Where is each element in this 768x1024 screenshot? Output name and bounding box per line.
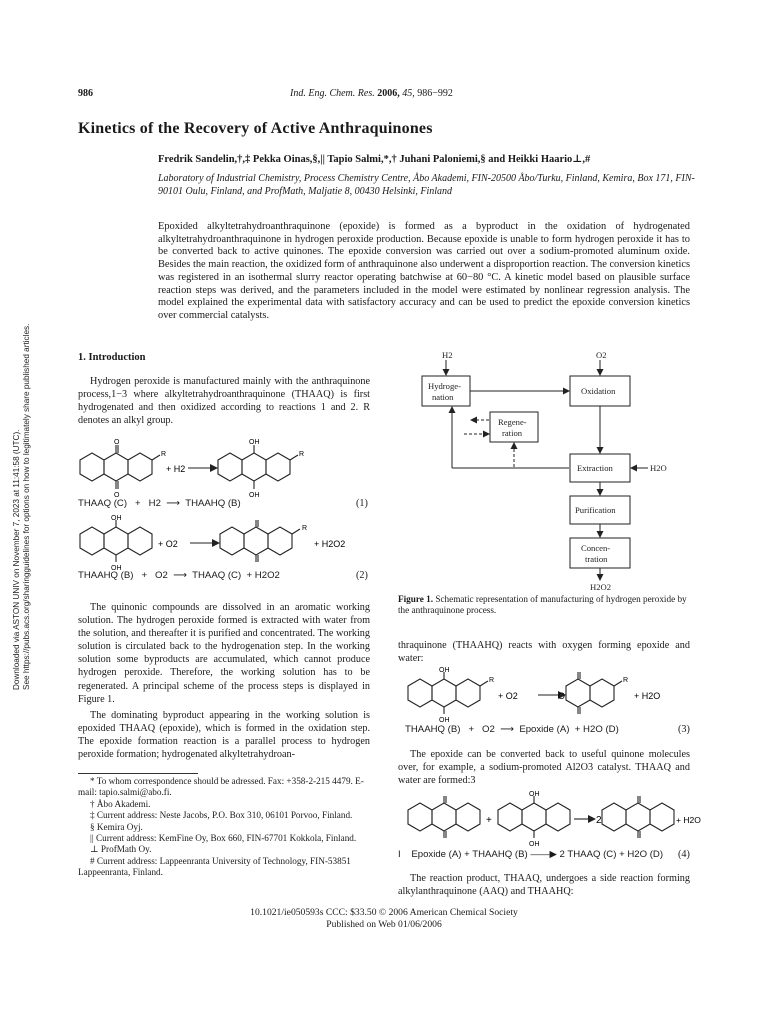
journal-citation	[290, 88, 453, 99]
footnote-lappeenranta: # Current address: Lappeenranta University of Technology, FIN-53851 Lappeenranta, Finland.	[78, 855, 351, 878]
reaction-4-prefix: I	[398, 849, 401, 860]
reaction-3-equation	[405, 724, 619, 735]
reaction-2-arrow: ⟶	[173, 570, 187, 581]
substituent-r: R	[161, 451, 167, 458]
box-label-regeneration-2: ration	[502, 428, 523, 438]
sharing-guidelines-note: See https://pubs.acs.org/sharingguidelines for options on how to legitimately share published articles.	[22, 323, 31, 690]
box-label-purification: Purification	[575, 505, 616, 515]
reaction-1-reactant: THAAQ (C)	[78, 498, 128, 509]
substituent-r-product: R	[623, 677, 629, 684]
journal-abbrev: Ind. Eng. Chem. Res.	[290, 88, 375, 99]
footnote-kemira: § Kemira Oyj.	[90, 821, 143, 832]
reaction-2-reactant: THAAHQ (B)	[78, 570, 134, 581]
reaction-2-o2-inline: + O2	[158, 539, 178, 549]
substituent-r: R	[302, 525, 308, 532]
reaction-3-reactant: THAAHQ (B)	[405, 724, 461, 735]
substituent-oh-bottom: OH	[529, 841, 540, 848]
substituent-oh-bottom: OH	[439, 717, 450, 724]
paper-title: Kinetics of the Recovery of Active Anthraquinones	[78, 120, 433, 137]
journal-pages: 986−992	[417, 88, 453, 99]
box-label-concentration-2: tration	[585, 554, 608, 564]
substituent-r-product: R	[299, 451, 305, 458]
footnote-profmath: ⊥ ProfMath Oy.	[90, 844, 152, 855]
right-paragraph-2: The epoxide can be converted back to useful quinone molecules over, for example, a sodium-promoted Al2O3 catalyst. THAAQ and water are formed:3	[398, 749, 690, 787]
reaction-4-structures	[398, 791, 701, 848]
reaction-1-reagent: H2	[148, 498, 161, 509]
substituent-oh-bottom: OH	[249, 492, 260, 499]
abstract: Epoxided alkyltetrahydroanthraquinone (epoxide) is formed as a byproduct in the oxidation of hydrogenated alkyltetrahydroanthraquinone in hydrogen peroxide production. Because epoxide is unable to form hydrogen peroxide it has to be converted back to active quinones. The epoxide conversion was carried out over a sodium-promoted aluminum oxide. Besides the main reaction, the oxidized form of anthraquinone also underwent a disproportion reaction. The conversion kinetics was registered in an isothermal slurry reactor operating batchwise at 60−80 °C. A kinetic model based on plausible surface reaction steps was derived, and the parameters included in the model were estimated by nonlinear regression analysis. The model explained the experimental data with satisfactory accuracy and can be used to predict the epoxide conversion kinetics over commercial catalysts.	[158, 221, 690, 321]
output-h2o2: H2O2	[590, 582, 612, 592]
doi-line: 10.1021/ie050593s CCC: $33.50 © 2006 American Chemical Society	[250, 907, 518, 918]
box-label-oxidation: Oxidation	[581, 386, 616, 396]
intro-paragraph-2: The quinonic compounds are dissolved in an aromatic working solution. The hydrogen peroxide formed is extracted with water from the solution, and thereafter it is purified and concentrated. The working solution is circulated back to the hydrogenation step. In the working solution some byproducts are accumulated, which cannot produce hydrogen peroxide. Therefore, the working solution has to be regenerated. A principal scheme of the process steps is displayed in Figure 1.	[78, 602, 370, 705]
intro-paragraph-1: Hydrogen peroxide is manufactured mainly with the anthraquinone process,1−3 where alkyltetrahydroanthraquinone (THAAQ) is first hydrogenated and then oxidized according to reactions 1 and 2. R denotes an alkyl group.	[78, 376, 370, 427]
box-label-regeneration-1: Regene-	[498, 417, 527, 427]
substituent-oh-top: OH	[111, 515, 122, 522]
tetrahydro-ring	[80, 453, 104, 481]
reaction-2-structures	[70, 516, 380, 574]
reaction-3-structures	[398, 668, 698, 724]
reaction-3-arrow: ⟶	[500, 724, 514, 735]
figure-1-caption	[398, 594, 698, 616]
substituent-r: R	[489, 677, 495, 684]
reaction-3-h2o-inline: + H2O	[634, 691, 661, 701]
intro-paragraph-3: The dominating byproduct appearing in the working solution is epoxided THAAQ (epoxide), which is formed in the oxidation step. The epoxide formation reaction is a parallel process to hydrogen peroxide formation; hydrogenated alkyltetrahydroan-	[78, 710, 370, 761]
reaction-2-reagent: O2	[155, 570, 168, 581]
footnote-neste: ‡ Current address: Neste Jacobs, P.O. Box 310, 06101 Porvoo, Finland.	[90, 810, 353, 821]
reaction-1-h2-inline: + H2	[166, 464, 186, 474]
figure-1-flowchart	[398, 350, 698, 592]
equation-number-4: (4)	[678, 849, 690, 860]
reaction-1-arrow: ⟶	[166, 498, 181, 509]
footnotes	[78, 776, 370, 879]
affiliations: Laboratory of Industrial Chemistry, Process Chemistry Centre, Åbo Akademi, FIN-20500 Åbo/Turku, Finland, Kemira, Box 171, FIN-90101 Oulu, Finland, and ProfMath, Maljatie 8, 00430 Helsinki, Finland	[158, 173, 695, 197]
epoxide-o-label: O	[558, 691, 566, 701]
reaction-4-h2o-inline: + H2O	[676, 815, 701, 825]
reaction-1-plus: +	[135, 498, 141, 509]
download-note: Downloaded via ASTON UNIV on November 7, 2023 at 11:41:58 (UTC).	[12, 429, 21, 690]
author-list: Fredrik Sandelin,†,‡ Pekka Oinas,§,|| Tapio Salmi,*,† Juhani Paloniemi,§ and Heikki Haario⊥,#	[158, 154, 591, 165]
substituent-o-bottom: O	[114, 492, 120, 499]
substituent-oh-bottom: OH	[111, 565, 122, 572]
substituent-oh-top: OH	[439, 667, 450, 674]
box-label-concentration-1: Concen-	[581, 543, 611, 553]
reaction-4-coefficient: 2	[596, 815, 602, 826]
figure-1-caption-text: Schematic representation of manufacturing of hydrogen peroxide by the anthraquinone process.	[398, 594, 687, 616]
box-label-hydrogenation-2: nation	[432, 392, 454, 402]
journal-year: 2006,	[377, 88, 400, 99]
right-paragraph-1: thraquinone (THAAHQ) reacts with oxygen forming epoxide and water:	[398, 640, 690, 665]
input-h2o: H2O	[650, 463, 667, 473]
figure-1-label: Figure 1.	[398, 594, 434, 604]
input-o2: O2	[596, 350, 607, 360]
reaction-4-plus-inline: +	[486, 815, 492, 826]
download-watermark	[12, 324, 32, 690]
equation-number-3: (3)	[678, 724, 690, 735]
reaction-3-byproduct: + H2O (D)	[574, 724, 619, 735]
page-footer	[0, 907, 768, 930]
reaction-2-equation	[78, 570, 280, 581]
section-heading-introduction: 1. Introduction	[78, 352, 146, 363]
equation-number-2: (2)	[356, 570, 368, 581]
reaction-3-o2-inline: + O2	[498, 691, 518, 701]
box-label-extraction: Extraction	[577, 463, 613, 473]
right-paragraph-3: The reaction product, THAAQ, undergoes a side reaction forming alkylanthraquinone (AAQ) and THAAHQ:	[398, 873, 690, 898]
footnote-rule	[78, 773, 198, 774]
footnote-correspondence: * To whom correspondence should be adressed. Fax: +358-2-215 4479. E-mail: tapio.salmi@abo.fi.	[78, 776, 364, 798]
aromatic-ring	[128, 453, 152, 481]
substituent-o-top: O	[114, 439, 120, 446]
reaction-2-byproduct: + H2O2	[246, 570, 280, 581]
page-number: 986	[78, 88, 93, 99]
footnote-kemfine: || Current address: KemFine Oy, Box 660, FIN-67701 Kokkola, Finland.	[90, 833, 357, 844]
reaction-4-equation	[398, 849, 663, 860]
reaction-4-text: Epoxide (A) + THAAHQ (B) ——▶ 2 THAAQ (C) + H2O (D)	[411, 849, 664, 860]
reaction-2-plus: +	[141, 570, 148, 581]
reaction-2-product: THAAQ (C)	[192, 570, 242, 581]
reaction-3-plus: +	[468, 724, 475, 735]
journal-volume: 45,	[402, 88, 415, 99]
equation-number-1: (1)	[356, 498, 368, 509]
reaction-1-product: THAAHQ (B)	[185, 498, 241, 509]
reaction-3-reagent: O2	[482, 724, 495, 735]
footnote-abo: † Åbo Akademi.	[90, 798, 151, 809]
quinone-ring	[104, 453, 128, 481]
input-h2: H2	[442, 350, 453, 360]
substituent-oh-top: OH	[249, 439, 260, 446]
publication-date: Published on Web 01/06/2006	[326, 918, 442, 930]
substituent-oh-top: OH	[529, 791, 540, 798]
reaction-2-h2o2-inline: + H2O2	[314, 539, 346, 549]
reaction-1-equation	[78, 498, 241, 509]
reaction-3-product: Epoxide (A)	[519, 724, 570, 735]
box-label-hydrogenation-1: Hydroge-	[428, 381, 461, 391]
